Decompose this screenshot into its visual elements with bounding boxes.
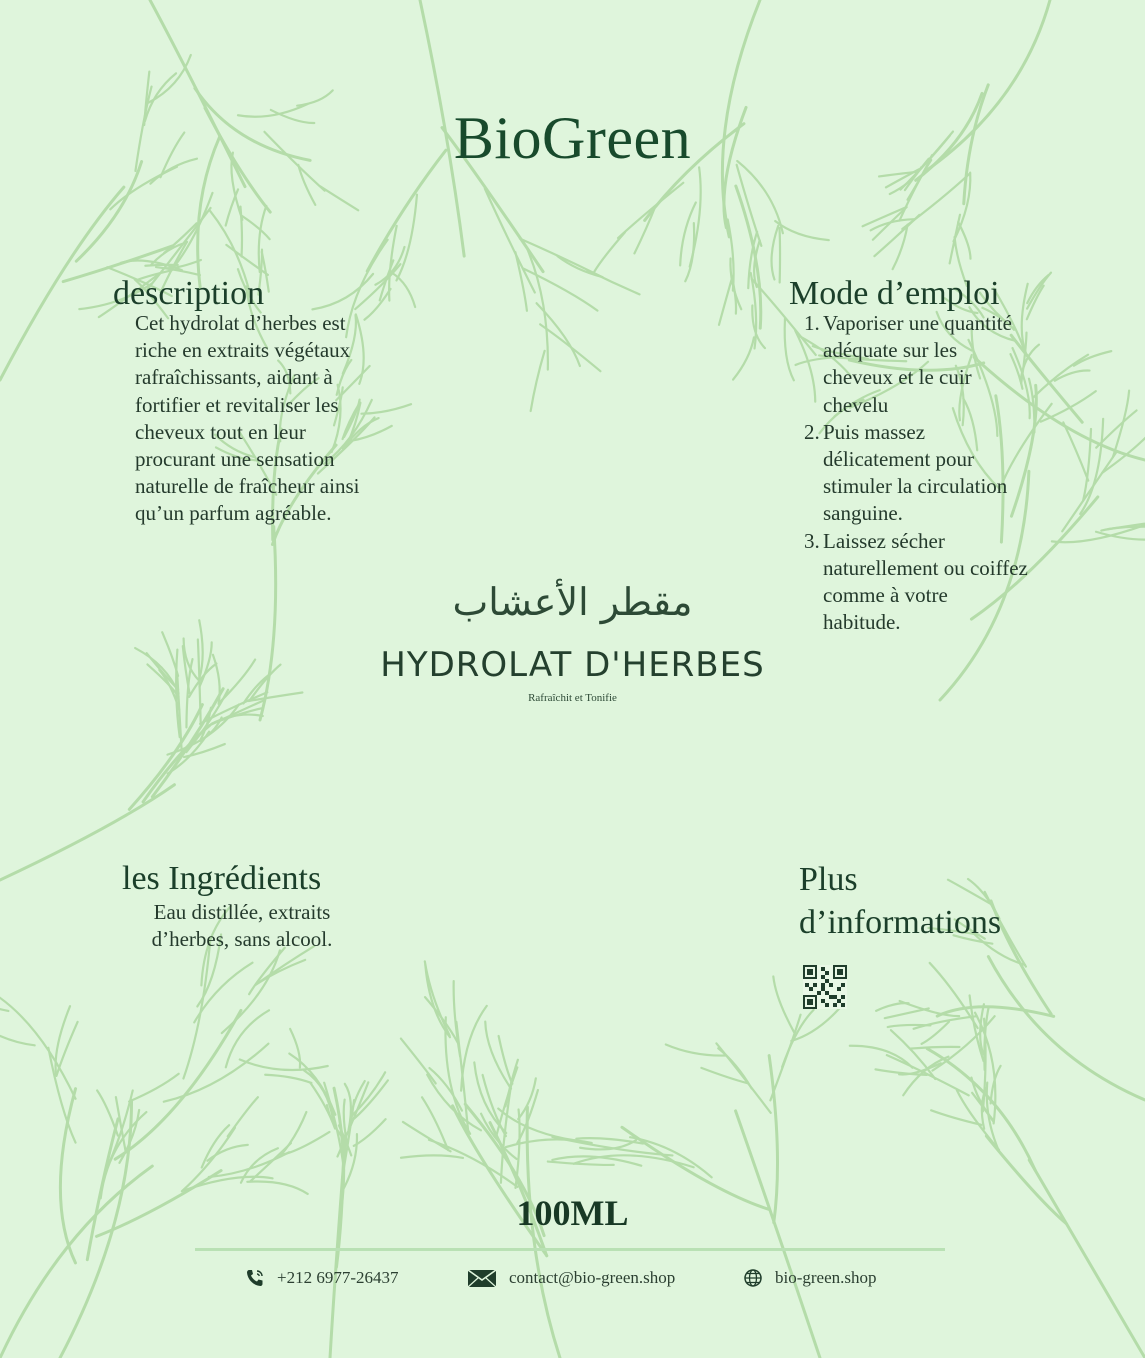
email-address: contact@bio-green.shop: [509, 1268, 676, 1287]
footer-divider: [195, 1248, 945, 1251]
description-heading: description: [113, 275, 265, 312]
step-text: Vaporiser une quantité adéquate sur les cheveux et le cuir chevelu: [823, 311, 1012, 417]
phone-number: +212 6977-26437: [277, 1268, 399, 1287]
phone-icon: [245, 1268, 265, 1288]
more-info-heading: Plus d’informations: [799, 861, 1002, 941]
usage-step: [804, 310, 1034, 419]
website-url: bio-green.shop: [775, 1268, 877, 1287]
brand-logo: BioGreen: [453, 105, 692, 171]
envelope-icon: [467, 1268, 497, 1288]
usage-step: [804, 419, 1034, 528]
step-text: Laissez sécher naturellement ou coiffez comme à votre habitude.: [823, 528, 1028, 635]
website-contact[interactable]: [743, 1268, 877, 1288]
ingredients-heading: les Ingrédients: [122, 860, 322, 897]
usage-heading: Mode d’emploi: [789, 275, 1000, 312]
product-tagline: Rafraîchit et Tonifie: [528, 692, 617, 704]
phone-contact[interactable]: [245, 1268, 399, 1288]
qr-code-icon[interactable]: [803, 965, 847, 1009]
step-number: 1.: [804, 311, 820, 335]
step-text: Puis massez délicatement pour stimuler la circulation sanguine.: [823, 419, 1008, 526]
step-number: 2.: [804, 419, 820, 444]
email-contact[interactable]: [467, 1268, 675, 1288]
volume-label: 100ML: [516, 1193, 629, 1233]
ingredients-text: Eau distillée, extraits d’herbes, sans alcool.: [151, 900, 333, 952]
product-name: HYDROLAT D'HERBES: [380, 645, 765, 685]
step-number: 3.: [804, 528, 820, 553]
globe-icon: [743, 1268, 763, 1288]
product-name-arabic: مقطر الأعشاب: [452, 580, 693, 624]
description-text: Cet hydrolat d’herbes est riche en extraits végétaux rafraîchissants, aidant à fortifier et revitaliser les cheveux tout en leur procurant une sensation naturelle de fraîcheur ainsi qu’un parfum agréable.: [135, 311, 360, 526]
